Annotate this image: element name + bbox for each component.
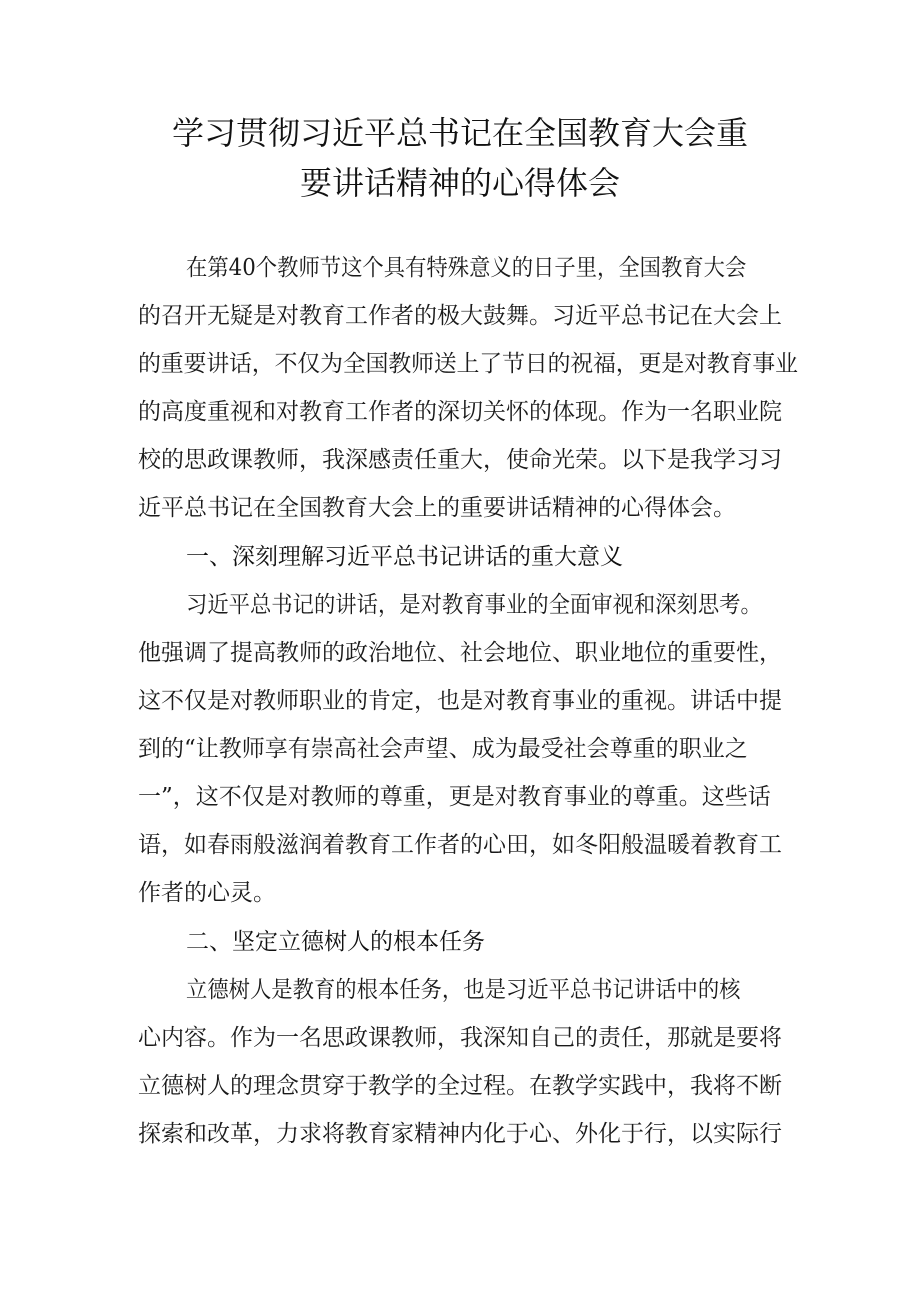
intro-line-5: 校的思政课教师，我深感责任重大，使命光荣。以下是我学习习 (138, 447, 782, 473)
document-title-line-2: 要讲话精神的心得体会 (299, 164, 620, 202)
section-1-heading: 一、深刻理解习近平总书记讲话的重大意义 (186, 544, 623, 570)
section-1-line-7: 作者的心灵。 (138, 880, 276, 906)
document-title-line-1: 学习贯彻习近平总书记在全国教育大会重 (171, 114, 748, 152)
section-1-line-2: 他强调了提高教师的政治地位、社会地位、职业地位的重要性， (138, 640, 782, 666)
section-1-line-5: 一”，这不仅是对教师的尊重，更是对教育事业的尊重。这些话 (138, 784, 771, 810)
intro-line-3: 的重要讲话，不仅为全国教师送上了节日的祝福，更是对教育事业 (138, 351, 798, 377)
section-2-line-4: 探索和改革，力求将教育家精神内化于心、外化于行，以实际行 (138, 1121, 782, 1147)
section-1-line-6: 语，如春雨般滋润着教育工作者的心田，如冬阳般温暖着教育工 (138, 832, 782, 858)
intro-line-4: 的高度重视和对教育工作者的深切关怀的体现。作为一名职业院 (138, 399, 782, 425)
section-1-line-4: 到的“让教师享有崇高社会声望、成为最受社会尊重的职业之 (138, 736, 748, 762)
section-2-line-3: 立德树人的理念贯穿于教学的全过程。在教学实践中，我将不断 (138, 1073, 782, 1099)
intro-line-2: 的召开无疑是对教育工作者的极大鼓舞。习近平总书记在大会上 (138, 303, 782, 329)
section-2-heading: 二、坚定立德树人的根本任务 (186, 929, 485, 955)
intro-line-1: 在第40个教师节这个具有特殊意义的日子里，全国教育大会 (186, 255, 747, 281)
section-1-line-1: 习近平总书记的讲话，是对教育事业的全面审视和深刻思考。 (186, 592, 762, 618)
section-2-line-2: 心内容。作为一名思政课教师，我深知自己的责任，那就是要将 (138, 1025, 782, 1051)
section-1-line-3: 这不仅是对教师职业的肯定，也是对教育事业的重视。讲话中提 (138, 688, 782, 714)
section-2-line-1: 立德树人是教育的根本任务，也是习近平总书记讲话中的核 (186, 977, 741, 1003)
intro-line-6: 近平总书记在全国教育大会上的重要讲话精神的心得体会。 (138, 495, 736, 521)
